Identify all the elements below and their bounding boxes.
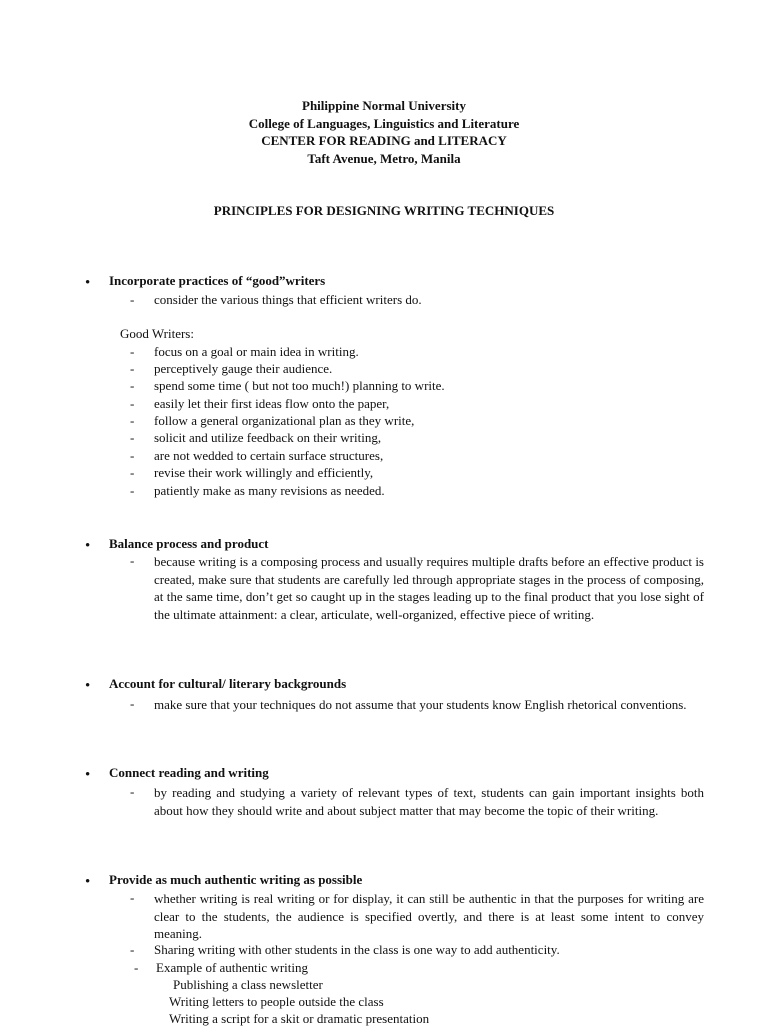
bullet-icon: • [85,678,91,694]
dash-marker: - [130,448,135,463]
section-paragraph: whether writing is real writing or for display, it can still be authentic in that the purposes for writing are clear to the students, the audience is specified overtly, and there is at least some intent to convey meaning. [154,891,704,942]
section-paragraph: by reading and studying a variety of relevant types of text, students can gain important insights both about how they should write and about subject matter that may become the topic of their writing. [154,785,704,818]
section-paragraph: because writing is a composing process and usually requires multiple drafts before an effective product is created, make sure that students are carefully led through appropriate stages in the process of composing, at the same time, don’t get so caught up in the stages leading up to the final product that you lose sight of the ultimate attainment: a clear, articulate, well-organized, effective piece of writing. [154,554,704,622]
dash-marker: - [130,344,135,359]
bullet-icon: • [85,275,91,291]
dash-marker: - [134,960,139,975]
example-item: Publishing a class newsletter [173,977,323,992]
section-heading: Account for cultural/ literary backgrounds [109,676,347,691]
bullet-icon: • [85,767,91,783]
list-item: solicit and utilize feedback on their writing, [154,430,382,445]
section-heading: Balance process and product [109,536,269,551]
dash-marker: - [130,413,135,428]
section-heading: Provide as much authentic writing as possible [109,872,363,887]
list-item: spend some time ( but not too much!) planning to write. [154,378,445,393]
dash-marker: - [130,483,135,498]
dash-marker: - [130,361,135,376]
list-item: follow a general organizational plan as they write, [154,413,415,428]
dash-marker: - [130,784,135,799]
list-item: easily let their first ideas flow onto the paper, [154,396,390,411]
dash-marker: - [130,465,135,480]
bullet-icon: • [85,538,91,554]
document-title: PRINCIPLES FOR DESIGNING WRITING TECHNIQUES [213,203,555,218]
dash-marker: - [130,890,135,905]
list-item: are not wedded to certain surface structures, [154,448,384,463]
section-point: Example of authentic writing [156,960,308,975]
dash-marker: - [130,378,135,393]
section-point: Sharing writing with other students in the class is one way to add authenticity. [154,942,560,957]
list-item: focus on a goal or main idea in writing. [154,344,359,359]
list-item: patiently make as many revisions as needed. [154,483,385,498]
section-heading: Incorporate practices of “good”writers [109,273,326,288]
dash-marker: - [130,396,135,411]
example-item: Writing a script for a skit or dramatic presentation [169,1011,430,1026]
university-name: Philippine Normal University [302,98,466,113]
list-item: revise their work willingly and efficiently, [154,465,374,480]
section-heading: Connect reading and writing [109,765,269,780]
example-item: Writing letters to people outside the class [169,994,384,1009]
dash-marker: - [130,696,135,711]
section-point: consider the various things that efficient writers do. [154,292,422,307]
good-writers-label: Good Writers: [120,326,194,341]
dash-marker: - [130,942,135,957]
list-item: perceptively gauge their audience. [154,361,333,376]
address: Taft Avenue, Metro, Manila [307,150,461,166]
college-name: College of Languages, Linguistics and Literature [248,115,520,131]
dash-marker: - [130,292,135,307]
document-header [0,97,768,167]
dash-marker: - [130,430,135,445]
center-name: CENTER FOR READING and LITERACY [261,133,507,148]
section-paragraph: make sure that your techniques do not assume that your students know English rhetorical conventions. [154,697,687,712]
dash-marker: - [130,553,135,568]
bullet-icon: • [85,874,91,890]
